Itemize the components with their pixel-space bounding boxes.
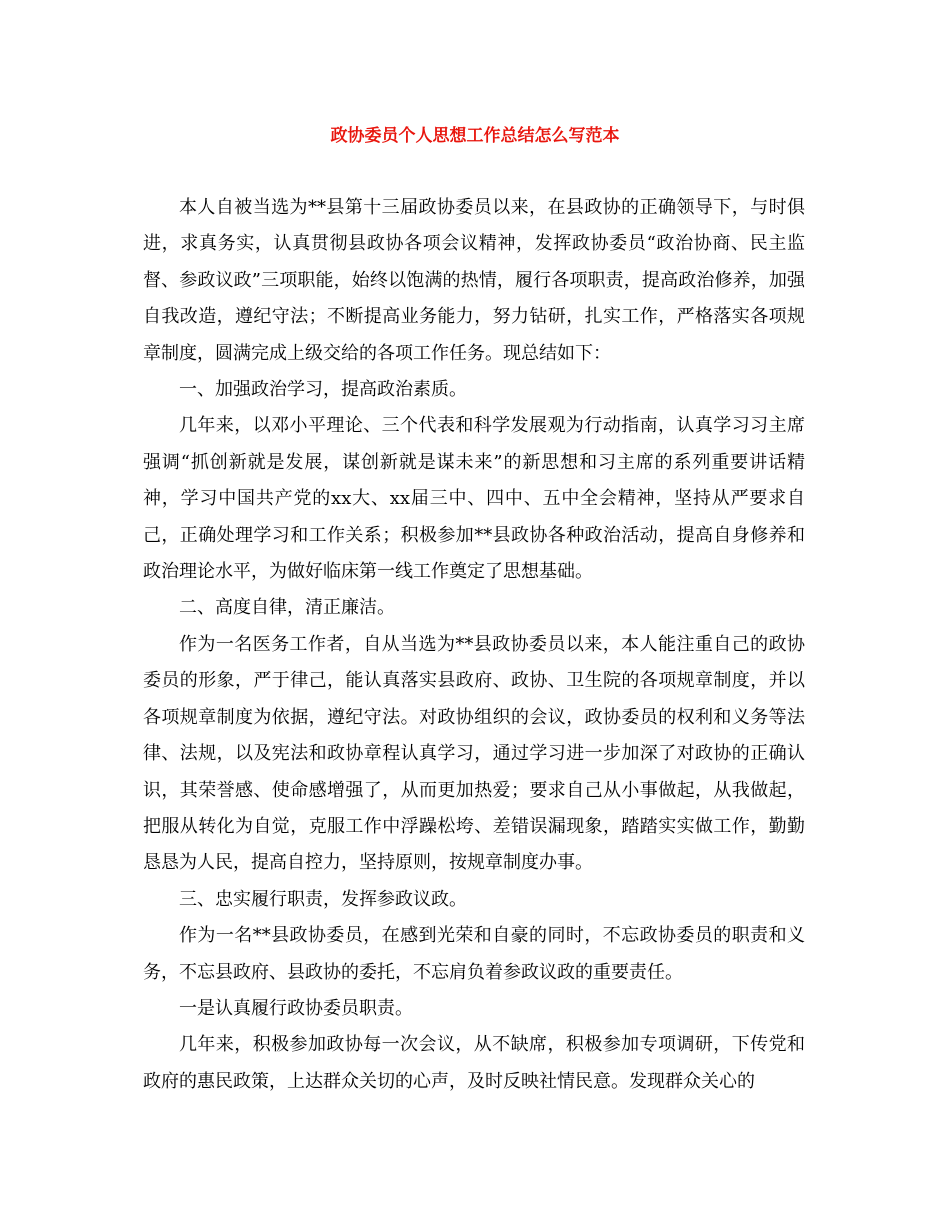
document-body xyxy=(143,190,805,1100)
paragraph-self-discipline: 作为一名医务工作者，自从当选为**县政协委员以来，本人能注重自己的政协委员的形象，严于律己，能认真落实县政府、政协、卫生院的各项规章制度，并以各项规章制度为依据，遵纪守法。对政协组织的会议，政协委员的权利和义务等法律、法规，以及宪法和政协章程认真学习，通过学习进一步加深了对政协的正确认识，其荣誉感、使命感增强了，从而更加热爱；要求自己从小事做起，从我做起，把服从转化为自觉，克服工作中浮躁松垮、差错误漏现象，踏踏实实做工作，勤勤恳恳为人民，提高自控力，坚持原则，按规章制度办事。 xyxy=(143,633,805,874)
subsection-heading-1: 一是认真履行政协委员职责。 xyxy=(179,997,413,1019)
paragraph-meetings: 几年来，积极参加政协每一次会议，从不缺席，积极参加专项调研，下传党和政府的惠民政策，上达群众关切的心声，及时反映社情民意。发现群众关心的 xyxy=(143,1034,805,1092)
document-title: 政协委员个人思想工作总结怎么写范本 xyxy=(330,126,620,146)
paragraph-duties: 作为一名**县政协委员，在感到光荣和自豪的同时，不忘政协委员的职责和义务，不忘县政府、县政协的委托，不忘肩负着参政议政的重要责任。 xyxy=(143,925,805,983)
paragraph-intro: 本人自被当选为**县第十三届政协委员以来，在县政协的正确领导下，与时俱进，求真务实，认真贯彻县政协各项会议精神，发挥政协委员“政治协商、民主监督、参政议政”三项职能，始终以饱满的热情，履行各项职责，提高政治修养，加强自我改造，遵纪守法；不断提高业务能力，努力钻研，扎实工作，严格落实各项规章制度，圆满完成上级交给的各项工作任务。现总结如下： xyxy=(143,197,805,364)
paragraph-political-study: 几年来，以邓小平理论、三个代表和科学发展观为行动指南，认真学习习主席强调“抓创新就是发展，谋创新就是谋未来”的新思想和习主席的系列重要讲话精神，学习中国共产党的xx大、xx届三中、四中、五中全会精神，坚持从严要求自己，正确处理学习和工作关系；积极参加**县政协各种政治活动，提高自身修养和政治理论水平，为做好临床第一线工作奠定了思想基础。 xyxy=(143,415,805,583)
section-heading-2: 二、高度自律，清正廉洁。 xyxy=(179,597,395,619)
section-heading-3: 三、忠实履行职责，发挥参政议政。 xyxy=(179,888,467,910)
section-heading-1: 一、加强政治学习，提高政治素质。 xyxy=(179,379,467,401)
